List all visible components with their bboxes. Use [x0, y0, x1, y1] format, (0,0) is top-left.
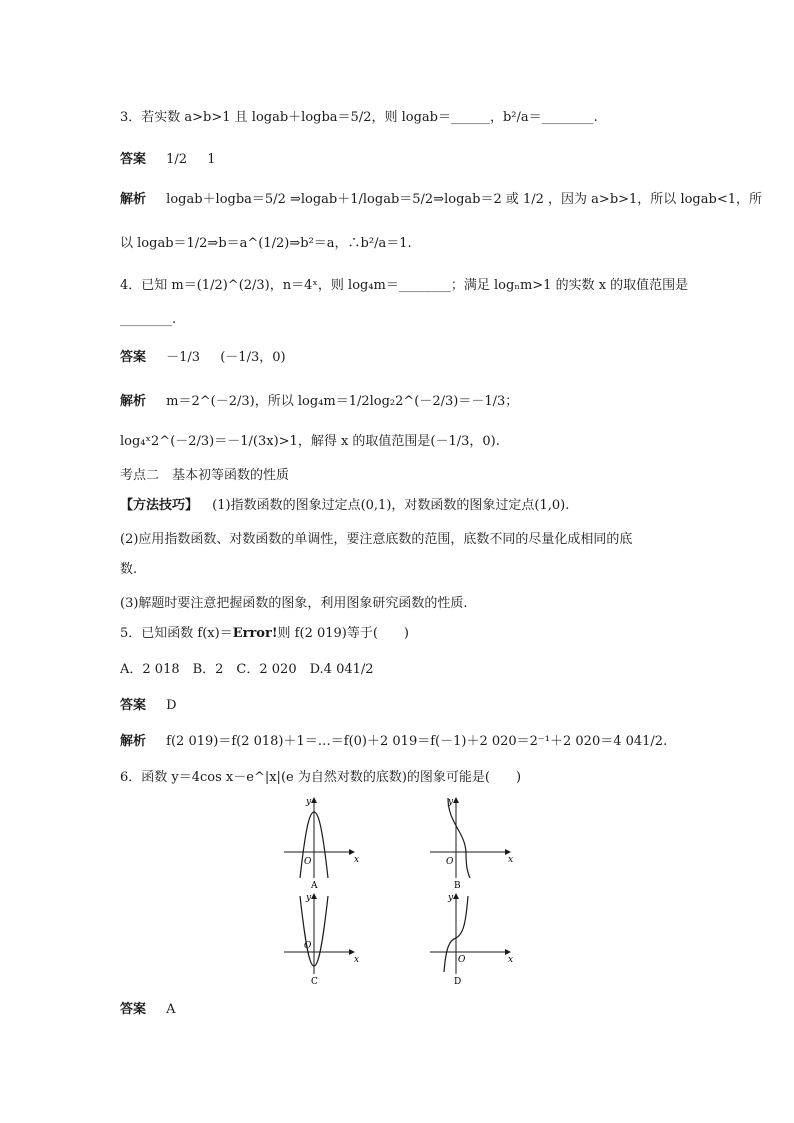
q6-answer: 答案 A [120, 1002, 176, 1017]
q3-analysis-line1: 解析 logab＋logba＝5/2 ⇒logab＋1/logab＝5/2⇒logab＝2 或 1/2 ，因为 a>b>1，所以 logab<1，所 [120, 192, 762, 207]
graph-c-label: C [311, 977, 318, 986]
section-title: 考点二 基本初等函数的性质 [120, 468, 290, 483]
svg-text:y: y [306, 797, 312, 807]
svg-text:O: O [304, 941, 312, 951]
svg-text:O: O [304, 857, 312, 867]
svg-text:O: O [458, 955, 466, 965]
method-item2b: 数. [120, 562, 138, 577]
q4-analysis-line2: log₄ˣ2^(－2/3)＝－1/(3x)>1，解得 x 的取值范围是(－1/3，0). [120, 434, 500, 449]
svg-text:x: x [508, 855, 514, 865]
q3-answer: 答案 1/2 1 [120, 152, 216, 167]
graph-b [426, 794, 516, 890]
q5-analysis: 解析 f(2 019)＝f(2 018)＋1＝…＝f(0)＋2 019＝f(－1)＋2 020＝2⁻¹＋2 020＝4 041/2. [120, 734, 668, 749]
q4-analysis-line1: 解析 m＝2^(－2/3)，所以 log₄m＝1/2log₂2^(－2/3)＝－1/3； [120, 394, 519, 409]
q5-options: A．2 018 B．2 C．2 020 D.4 041/2 [120, 662, 374, 677]
svg-text:x: x [354, 955, 360, 965]
method-item1: 【方法技巧】 (1)指数函数的图象过定点(0,1)，对数函数的图象过定点(1,0). [120, 498, 570, 513]
q4-question-blank: ________. [120, 312, 177, 327]
q5-answer: 答案 D [120, 698, 177, 713]
q4-question: 4．已知 m＝(1/2)^(2/3)，n＝4ˣ，则 log₄m＝________；满足 logₙm>1 的实数 x 的取值范围是 [120, 278, 689, 293]
method-item3: (3)解题时要注意把握函数的图象，利用图象研究函数的性质. [120, 596, 468, 611]
svg-text:x: x [508, 955, 514, 965]
q3-question: 3．若实数 a>b>1 且 logab＋logba＝5/2，则 logab＝______，b²/a＝________. [120, 110, 598, 125]
svg-text:O: O [446, 857, 454, 867]
svg-text:y: y [448, 797, 454, 807]
q4-answer: 答案 －1/3 (－1/3，0) [120, 350, 286, 365]
q6-question: 6．函数 y＝4cos x－e^|x|(e 为自然对数的底数)的图象可能是( ) [120, 770, 522, 785]
graph-a [284, 794, 364, 890]
svg-text:x: x [354, 855, 360, 865]
svg-text:y: y [448, 893, 454, 903]
graph-c [284, 890, 364, 986]
svg-text:y: y [306, 893, 312, 903]
q5-question: 5．已知函数 f(x)＝Error!则 f(2 019)等于( ) [120, 626, 409, 641]
graph-a-label: A [311, 881, 318, 890]
method-item2a: (2)应用指数函数、对数函数的单调性，要注意底数的范围，底数不同的尽量化成相同的底 [120, 532, 633, 547]
graph-d-label: D [454, 977, 462, 986]
graph-b-label: B [454, 881, 461, 890]
q3-analysis-line2: 以 logab＝1/2⇒b＝a^(1/2)⇒b²＝a，∴b²/a＝1. [120, 236, 412, 251]
graph-d [426, 890, 516, 986]
